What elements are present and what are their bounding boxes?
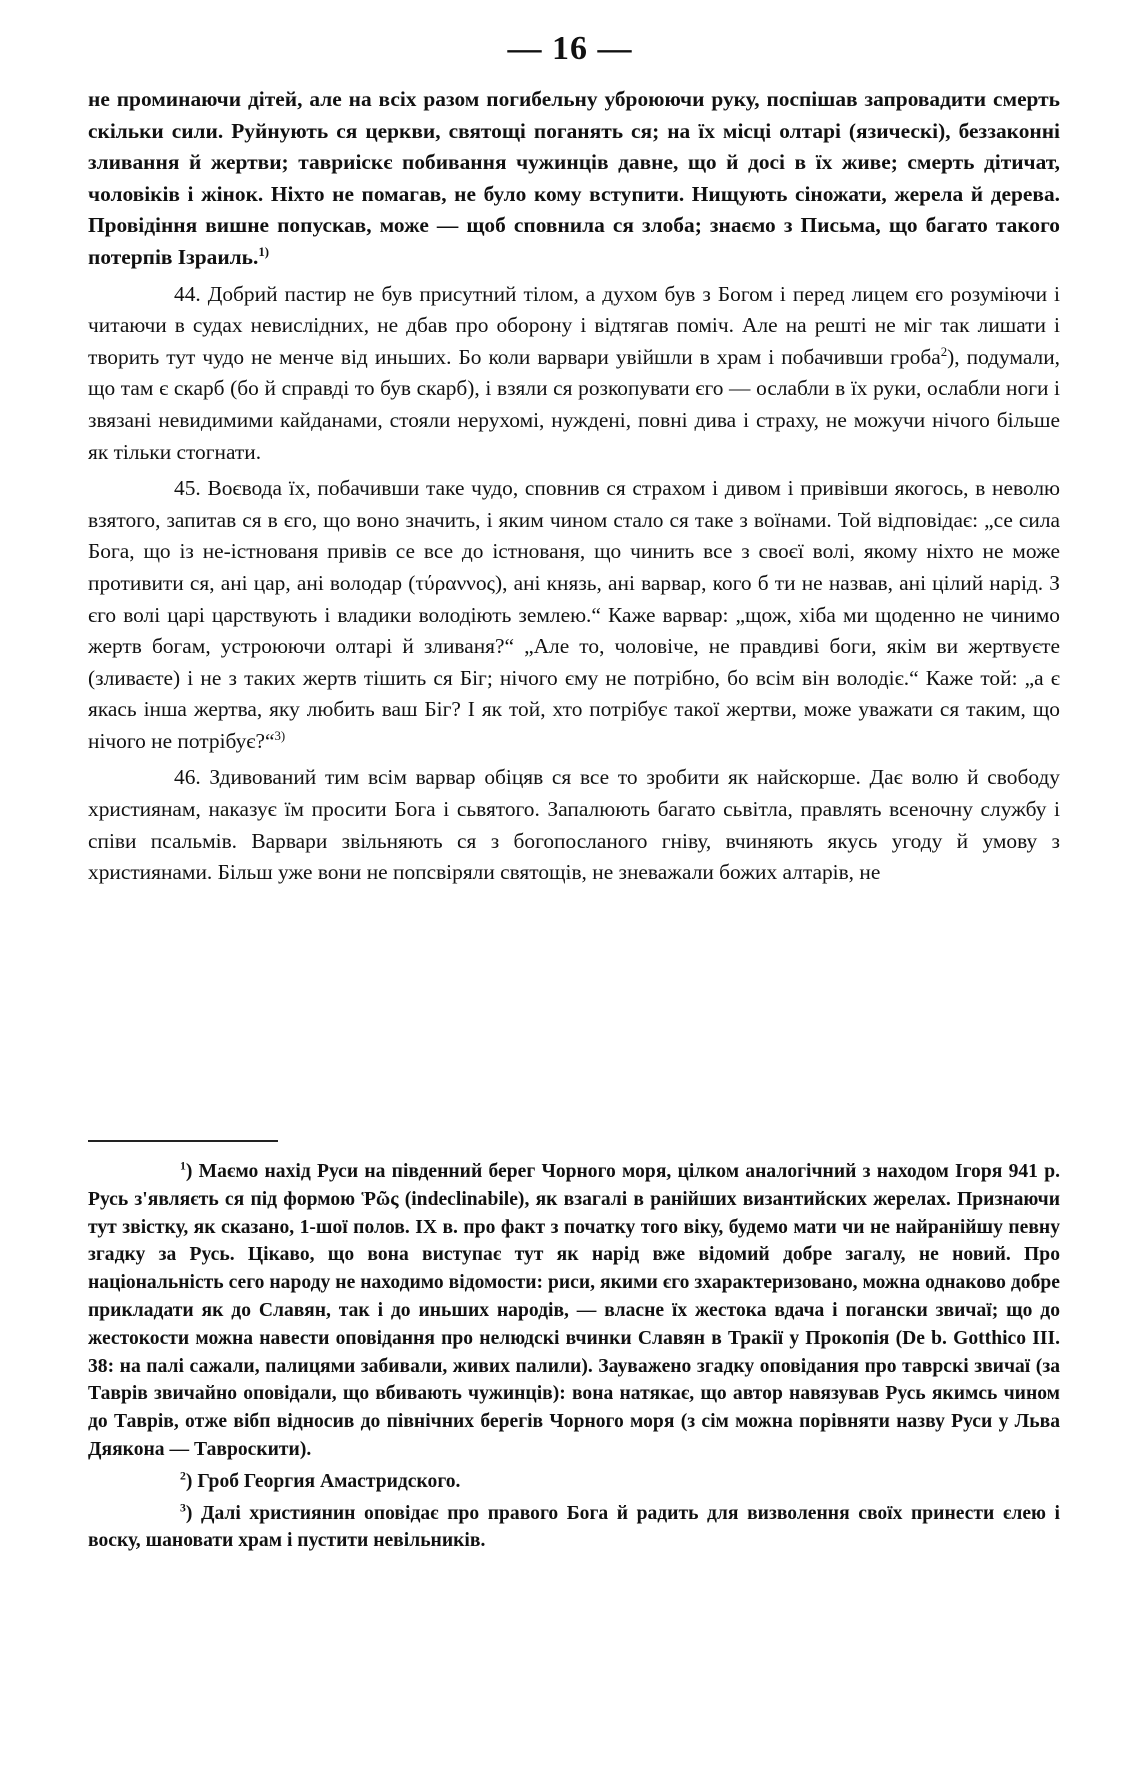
footnote-mark: 1: [180, 1159, 186, 1173]
footnote-1: $^1$) Маємо нахід Руси на південний берег Чорного моря, цілком аналогічний з находом Ігоря 941 р. Русь з'являєть ся під формою Ῥῶς (indeclinabile), як взагалі в ранійших византийских жерелах. Признаючи тут звістку, як сказано, 1-шої полов. IX в. про факт з початку того віку, будемо мати чи не найранійшу певну згадку за Русь. Цікаво, що вона виступає тут як нарід вже відомий добре загалу, не новий. Про національність сего народу не находимо відомости: риси, якими єго зхарактеризовано, можна однаково добре прикладати як до Славян, так і до иньших народів, — власне їх жестока вдача і погански звичаї; що до жестокости можна навести оповідання про нелюдскі вчинки Славян в Тракії у Прокопія (De b. Gotthico III. 38: на палі сажали, палицями забивали, живих палили). Зауважено згадку оповідания про таврскі звичаї (за Таврів звичайно оповідали, що вбивають чужинців): вона натякає, що автор навязував Русь якимсь чином до Таврів, отже вібп відносив до північних берегів Чорного моря (з сім можна порівняти назву Руси у Льва Дяякона — Тавроскити).: [88, 1159, 1060, 1460]
paragraph-45: [88, 473, 1060, 757]
paragraph-text: не проминаючи дітей, але на всіх разом погибельну уброюючи руку, поспішав запровадити смерть скільки сили. Руйнують ся церкви, святощі поганять ся; на їх місці олтарі (язическі), беззаконні зливання й жертви; тавриіскє побивання чужинців давне, що й досі в їх живе; смерть дітичат, чоловіків і жінок. Ніхто не помагав, не було кому вступити. Нищують сіножати, жерела й дерева. Провідіння вишне попускав, може — щоб сповнила ся злоба; знаємо з Письма, що багато такого потерпів Ізраиль.: [88, 87, 1060, 269]
footnote-mark: 3: [180, 1501, 186, 1515]
paragraph-continuation: [88, 84, 1060, 274]
footnotes: [88, 1158, 1060, 1555]
page-number: — 16 —: [507, 30, 633, 67]
footnote-ref-1: 1): [258, 244, 270, 259]
footnote-ref-3: 3): [274, 728, 286, 743]
paragraph-text: 46. Здивований тим всім варвар обіцяв ся все то зробити як найскорше. Дає волю й свободу християнам, наказує їм просити Бога і сьвятого. Запалюють багато сьвітла, правлять всеночну службу і співи псальмів. Варвари звільняють ся з богопосланого гніву, вчиняють якусь угоду й умову з християнами. Більш уже вони не попсвіряли святощів, не зневажали божих алтарів, не: [88, 765, 1060, 885]
paragraph-text: 45. Воєвода їх, побачивши таке чудо, сповнив ся страхом і дивом і привівши якогось, в неволю взятого, запитав ся в єго, що воно значить, і яким чином стало ся таке з воїнами. Той відповідає: „се сила Бога, що із не-істнованя привів се все до істнованя, що чинить все з своєї волі, якому ніхто не може противити ся, ані цар, ані володар (τύραννος), ані князь, ані варвар, кого б ти не назвав, ані цілий нарід. З єго волі царі царствують і владики володіють землею.“ Каже варвар: „щож, хіба ми щоденно не чинимо жертв богам, устроюючи олтарі й зливаня?“ „Але то, чоловіче, не правдиві боги, якім ви жертвуєте (зливаєте) і не з таких жертв тішить ся Біг; нічого єму не потрібно, бо всім він володіє.“ Каже той: „а є якась інша жертва, яку любить ваш Біг? І як той, хто потрібує такої жертви, може уважати ся таким, що нічого не потрібує?“: [88, 476, 1060, 753]
footnote-ref-2: 2: [940, 344, 948, 359]
footnote-text: Маємо нахід Руси на південний берег Чорного моря, цілком аналогічний з находом Ігоря 941 р. Русь з'являєть ся під формою Ῥῶς (indeclinabile), як взагалі в ранійших византийских жерелах. Признаючи тут звістку, як сказано, 1-шої полов. IX в. про факт з початку того віку, будемо мати чи не найранійшу певну згадку за Русь. Цікаво, що вона виступає тут як нарід вже відомий добре загалу, не новий. Про національність сего народу не находимо відомости: риси, якими єго зхарактеризовано, можна однаково добре прикладати як до Славян, так і до иньших народів, — власне їх жестока вдача і погански звичаї; що до жестокости можна навести оповідання про нелюдскі вчинки Славян в Тракії у Прокопія (De b. Gotthico III. 38: на палі сажали, палицями забивали, живих палили). Зауважено згадку оповідания про таврскі звичаї (за Таврів звичайно оповідали, що вбивають чужинців): вона натякає, що автор навязував Русь якимсь чином до Таврів, отже вібп відносив до північних берегів Чорного моря (з сім можна порівняти назву Руси у Льва Дяякона — Тавроскити).: [88, 1161, 1060, 1460]
footnote-text: Далі християнин оповідає про правого Бога й радить для визволення своїх принести єлею і воску, шановати храм і пустити невільників.: [88, 1502, 1060, 1552]
main-text: [88, 84, 1060, 889]
footnote-3: $^3$) Далі християнин оповідає про правого Бога й радить для визволення своїх принести єлею і воску, шановати храм і пустити невільників.: [88, 1501, 1060, 1552]
paragraph-text: 44. Добрий пастир не був присутний тілом, а духом був з Богом і перед лицем єго розуміючи і читаючи в судах невислідних, не дбав про оборону і відтягав поміч. Але на решті не міг так лишати і творить тут чудо не менче від иньших. Бо коли варвари увійшли в храм і побачивши гроба: [88, 281, 1060, 369]
paragraph-46: [88, 762, 1060, 888]
footnote-divider: [88, 1140, 278, 1142]
footnote-mark: 2: [180, 1469, 186, 1483]
footnote-text: Гроб Георгия Амастридского.: [197, 1470, 461, 1492]
paragraph-44: [88, 279, 1060, 469]
paragraph-text-cont: ), подумали, що там є скарб (бо й справді то був скарб), і взяли ся розкопувати єго — ослабли в їх руки, ослабли ноги і звязані невидимими кайданами, стояли нерухомі, нуждені, повні дива і страху, не можучи нічого більше як тільки стогнати.: [88, 344, 1060, 464]
footnote-2: $^2$) Гроб Георгия Амастридского.: [180, 1469, 461, 1492]
